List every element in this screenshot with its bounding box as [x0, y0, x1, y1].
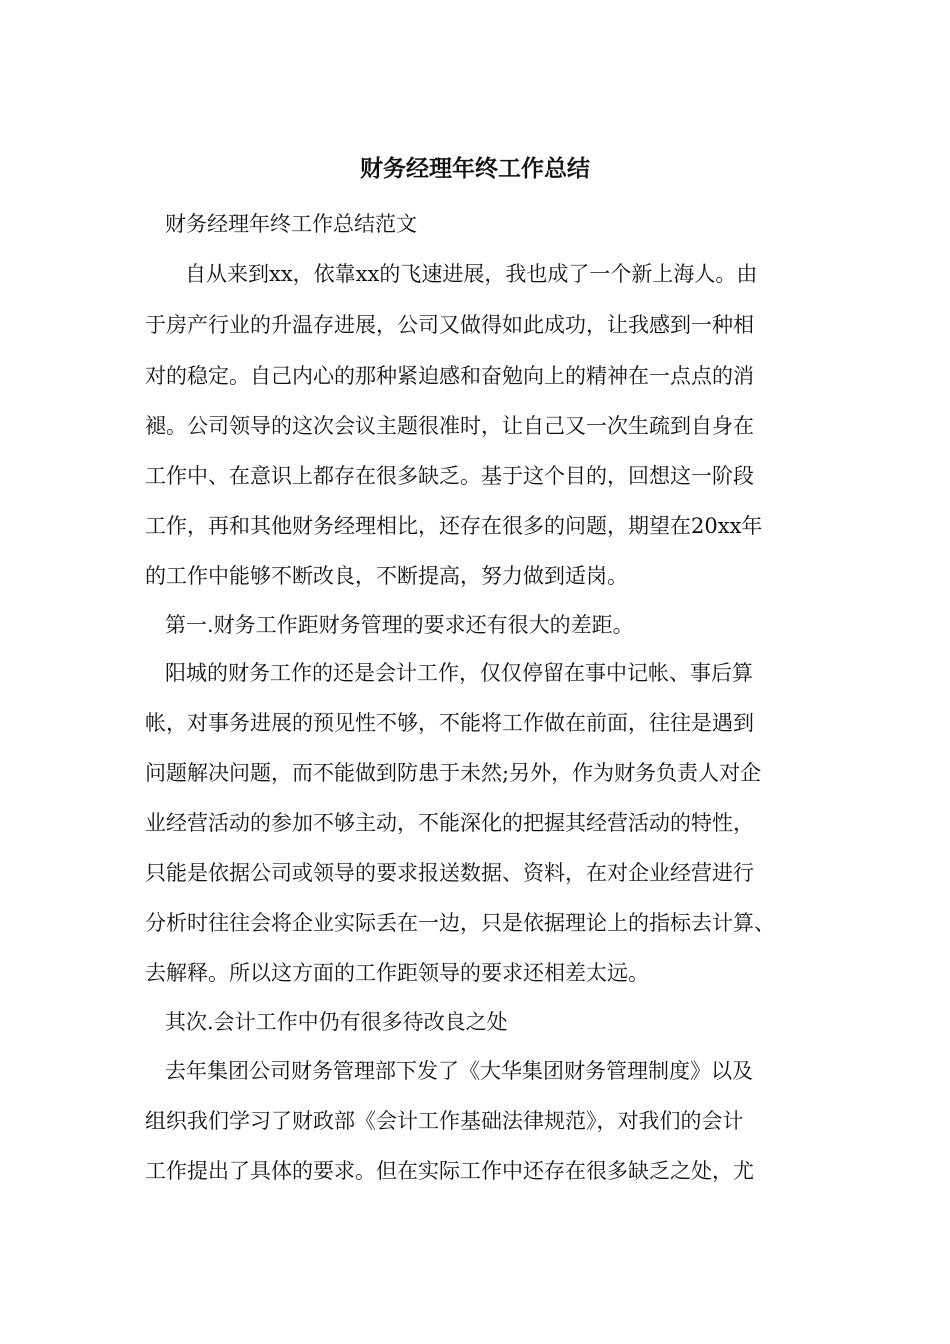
- paragraph-line: 只能是依据公司或领导的要求报送数据、资料，在对企业经营进行: [145, 861, 754, 885]
- paragraph-line: 对的稳定。自己内心的那种紧迫感和奋勉向上的精神在一点点的消: [145, 364, 754, 388]
- paragraph-line: 的工作中能够不断改良，不断提高，努力做到适岗。: [145, 564, 628, 588]
- section-heading: 其次.会计工作中仍有很多待改良之处: [165, 1010, 508, 1034]
- paragraph-line: 工作提出了具体的要求。但在实际工作中还存在很多缺乏之处，尤: [145, 1159, 754, 1183]
- paragraph-line: 分析时往往会将企业实际丢在一边，只是依据理论上的指标去计算、: [145, 911, 775, 935]
- paragraph-line: 帐，对事务进展的预见性不够，不能将工作做在前面，往往是遇到: [145, 711, 754, 735]
- paragraph-line: 组织我们学习了财政部《会计工作基础法律规范》，对我们的会计: [145, 1109, 744, 1133]
- paragraph-line: 问题解决问题，而不能做到防患于未然;另外，作为财务负责人对企: [145, 761, 762, 785]
- paragraph-line: 业经营活动的参加不够主动，不能深化的把握其经营活动的特性，: [145, 811, 754, 835]
- paragraph-line: 自从来到xx，依靠xx的飞速进展，我也成了一个新上海人。由: [185, 262, 758, 286]
- paragraph-line: 去解释。所以这方面的工作距领导的要求还相差太远。: [145, 961, 649, 985]
- paragraph-line: 去年集团公司财务管理部下发了《大华集团财务管理制度》以及: [165, 1059, 753, 1083]
- paragraph-line: 阳城的财务工作的还是会计工作，仅仅停留在事中记帐、事后算: [165, 661, 753, 685]
- paragraph-line: 褪。公司领导的这次会议主题很准时，让自己又一次生疏到自身在: [145, 414, 754, 438]
- paragraph-line: 于房产行业的升温存进展，公司又做得如此成功，让我感到一种相: [145, 313, 754, 337]
- paragraph-line: 工作中、在意识上都存在很多缺乏。基于这个目的，回想这一阶段: [145, 464, 754, 488]
- subtitle-line: 财务经理年终工作总结范文: [165, 212, 417, 236]
- paragraph-line: 工作，再和其他财务经理相比，还存在很多的问题，期望在20xx年: [145, 514, 763, 538]
- document-title: 财务经理年终工作总结: [360, 155, 590, 182]
- section-heading: 第一.财务工作距财务管理的要求还有很大的差距。: [165, 613, 634, 637]
